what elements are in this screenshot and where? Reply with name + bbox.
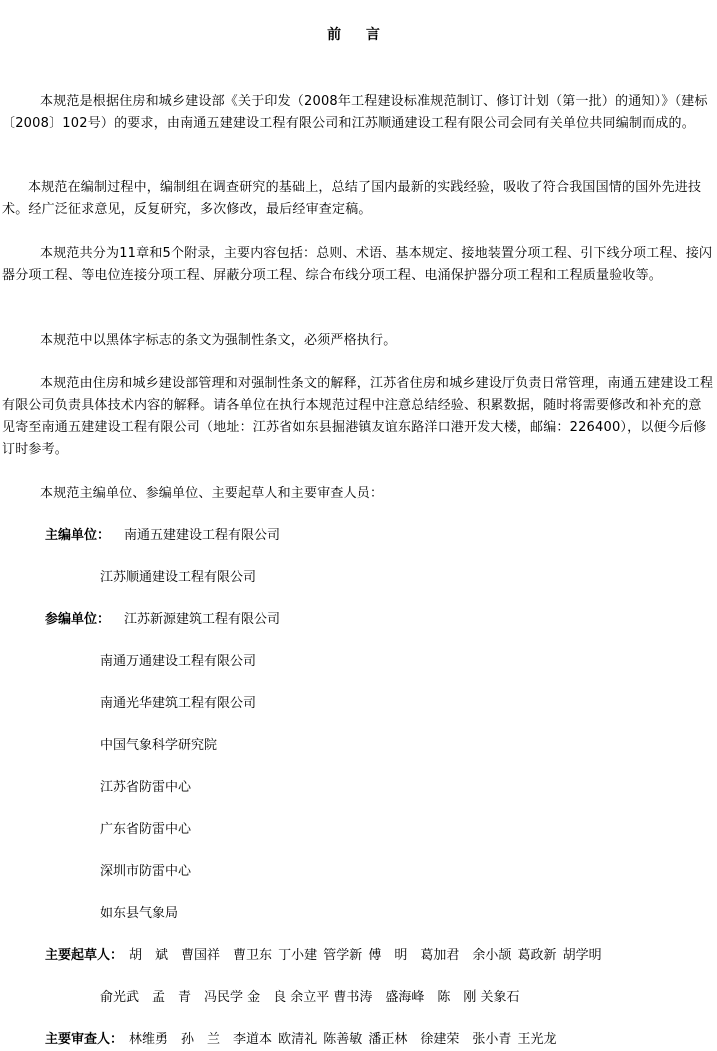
co-editor-unit: 江苏省防雷中心 <box>100 780 192 795</box>
chief-editor-unit: 江苏顺通建设工程有限公司 <box>100 570 257 585</box>
chief-editor-unit: 南通五建建设工程有限公司 <box>124 528 281 543</box>
co-editor-unit: 南通万通建设工程有限公司 <box>100 654 257 669</box>
page-title: 前 言 <box>327 27 390 43</box>
drafters-row <box>45 945 602 967</box>
drafters-label: 主要起草人： <box>45 948 124 963</box>
paragraph-mandatory: 本规范中以黑体字标志的条文为强制性条文，必须严格执行。 <box>40 333 397 348</box>
paragraph-personnel-intro: 本规范主编单位、参编单位、主要起草人和主要审查人员： <box>40 486 384 501</box>
co-editor-unit: 广东省防雷中心 <box>100 822 192 837</box>
co-editor-label: 参编单位： <box>45 612 111 627</box>
paragraph-contents: 本规范共分为11章和5个附录，主要内容包括：总则、术语、基本规定、接地装置分项工程、引下线分项工程、接闪器分项工程、等电位连接分项工程、屏蔽分项工程、综合布线分项工程、电涌保护器分项工程和工程质量验收等。 <box>2 246 713 283</box>
paragraph-basis: 本规范是根据住房和城乡建设部《关于印发（2008年工程建设标准规范制订、修订计划（第一批）的通知）》（建标〔2008〕102号）的要求，由南通五建建设工程有限公司和江苏顺通建设工程有限公司会同有关单位共同编制而成的。 <box>2 94 708 131</box>
drafters-names-continued: 俞光武 孟 青 冯民学 金 良 余立平 曹书涛 盛海峰 陈 刚 关象石 <box>100 990 520 1005</box>
co-editor-unit: 中国气象科学研究院 <box>100 738 218 753</box>
co-editor-unit: 南通光华建筑工程有限公司 <box>100 696 257 711</box>
drafters-names: 胡 斌 曹国祥 曹卫东 丁小建 管学新 傅 明 葛加君 余小颉 葛政新 胡学明 <box>129 948 602 963</box>
co-editor-unit: 江苏新源建筑工程有限公司 <box>124 612 281 627</box>
paragraph-process: 本规范在编制过程中，编制组在调查研究的基础上，总结了国内最新的实践经验，吸收了符合我国国情的国外先进技术。经广泛征求意见，反复研究，多次修改，最后经审查定稿。 <box>2 180 702 217</box>
reviewers-label: 主要审查人： <box>45 1032 124 1047</box>
chief-editor-row <box>45 525 280 547</box>
paragraph-management: 本规范由住房和城乡建设部管理和对强制性条文的解释，江苏省住房和城乡建设厅负责日常管理，南通五建建设工程有限公司负责具体技术内容的解释。请各单位在执行本规范过程中注意总结经验、积累数据，随时将需要修改和补充的意见寄至南通五建建设工程有限公司（地址：江苏省如东县掘港镇友谊东路洋口港开发大楼，邮编：226400），以便今后修订时参考。 <box>2 376 714 457</box>
reviewers-names: 林维勇 孙 兰 李道本 欧清礼 陈善敏 潘正林 徐建荣 张小青 王光龙 <box>129 1032 557 1047</box>
co-editor-row <box>45 609 280 631</box>
co-editor-unit: 深圳市防雷中心 <box>100 864 192 879</box>
co-editor-unit: 如东县气象局 <box>100 906 179 921</box>
chief-editor-label: 主编单位： <box>45 528 111 543</box>
